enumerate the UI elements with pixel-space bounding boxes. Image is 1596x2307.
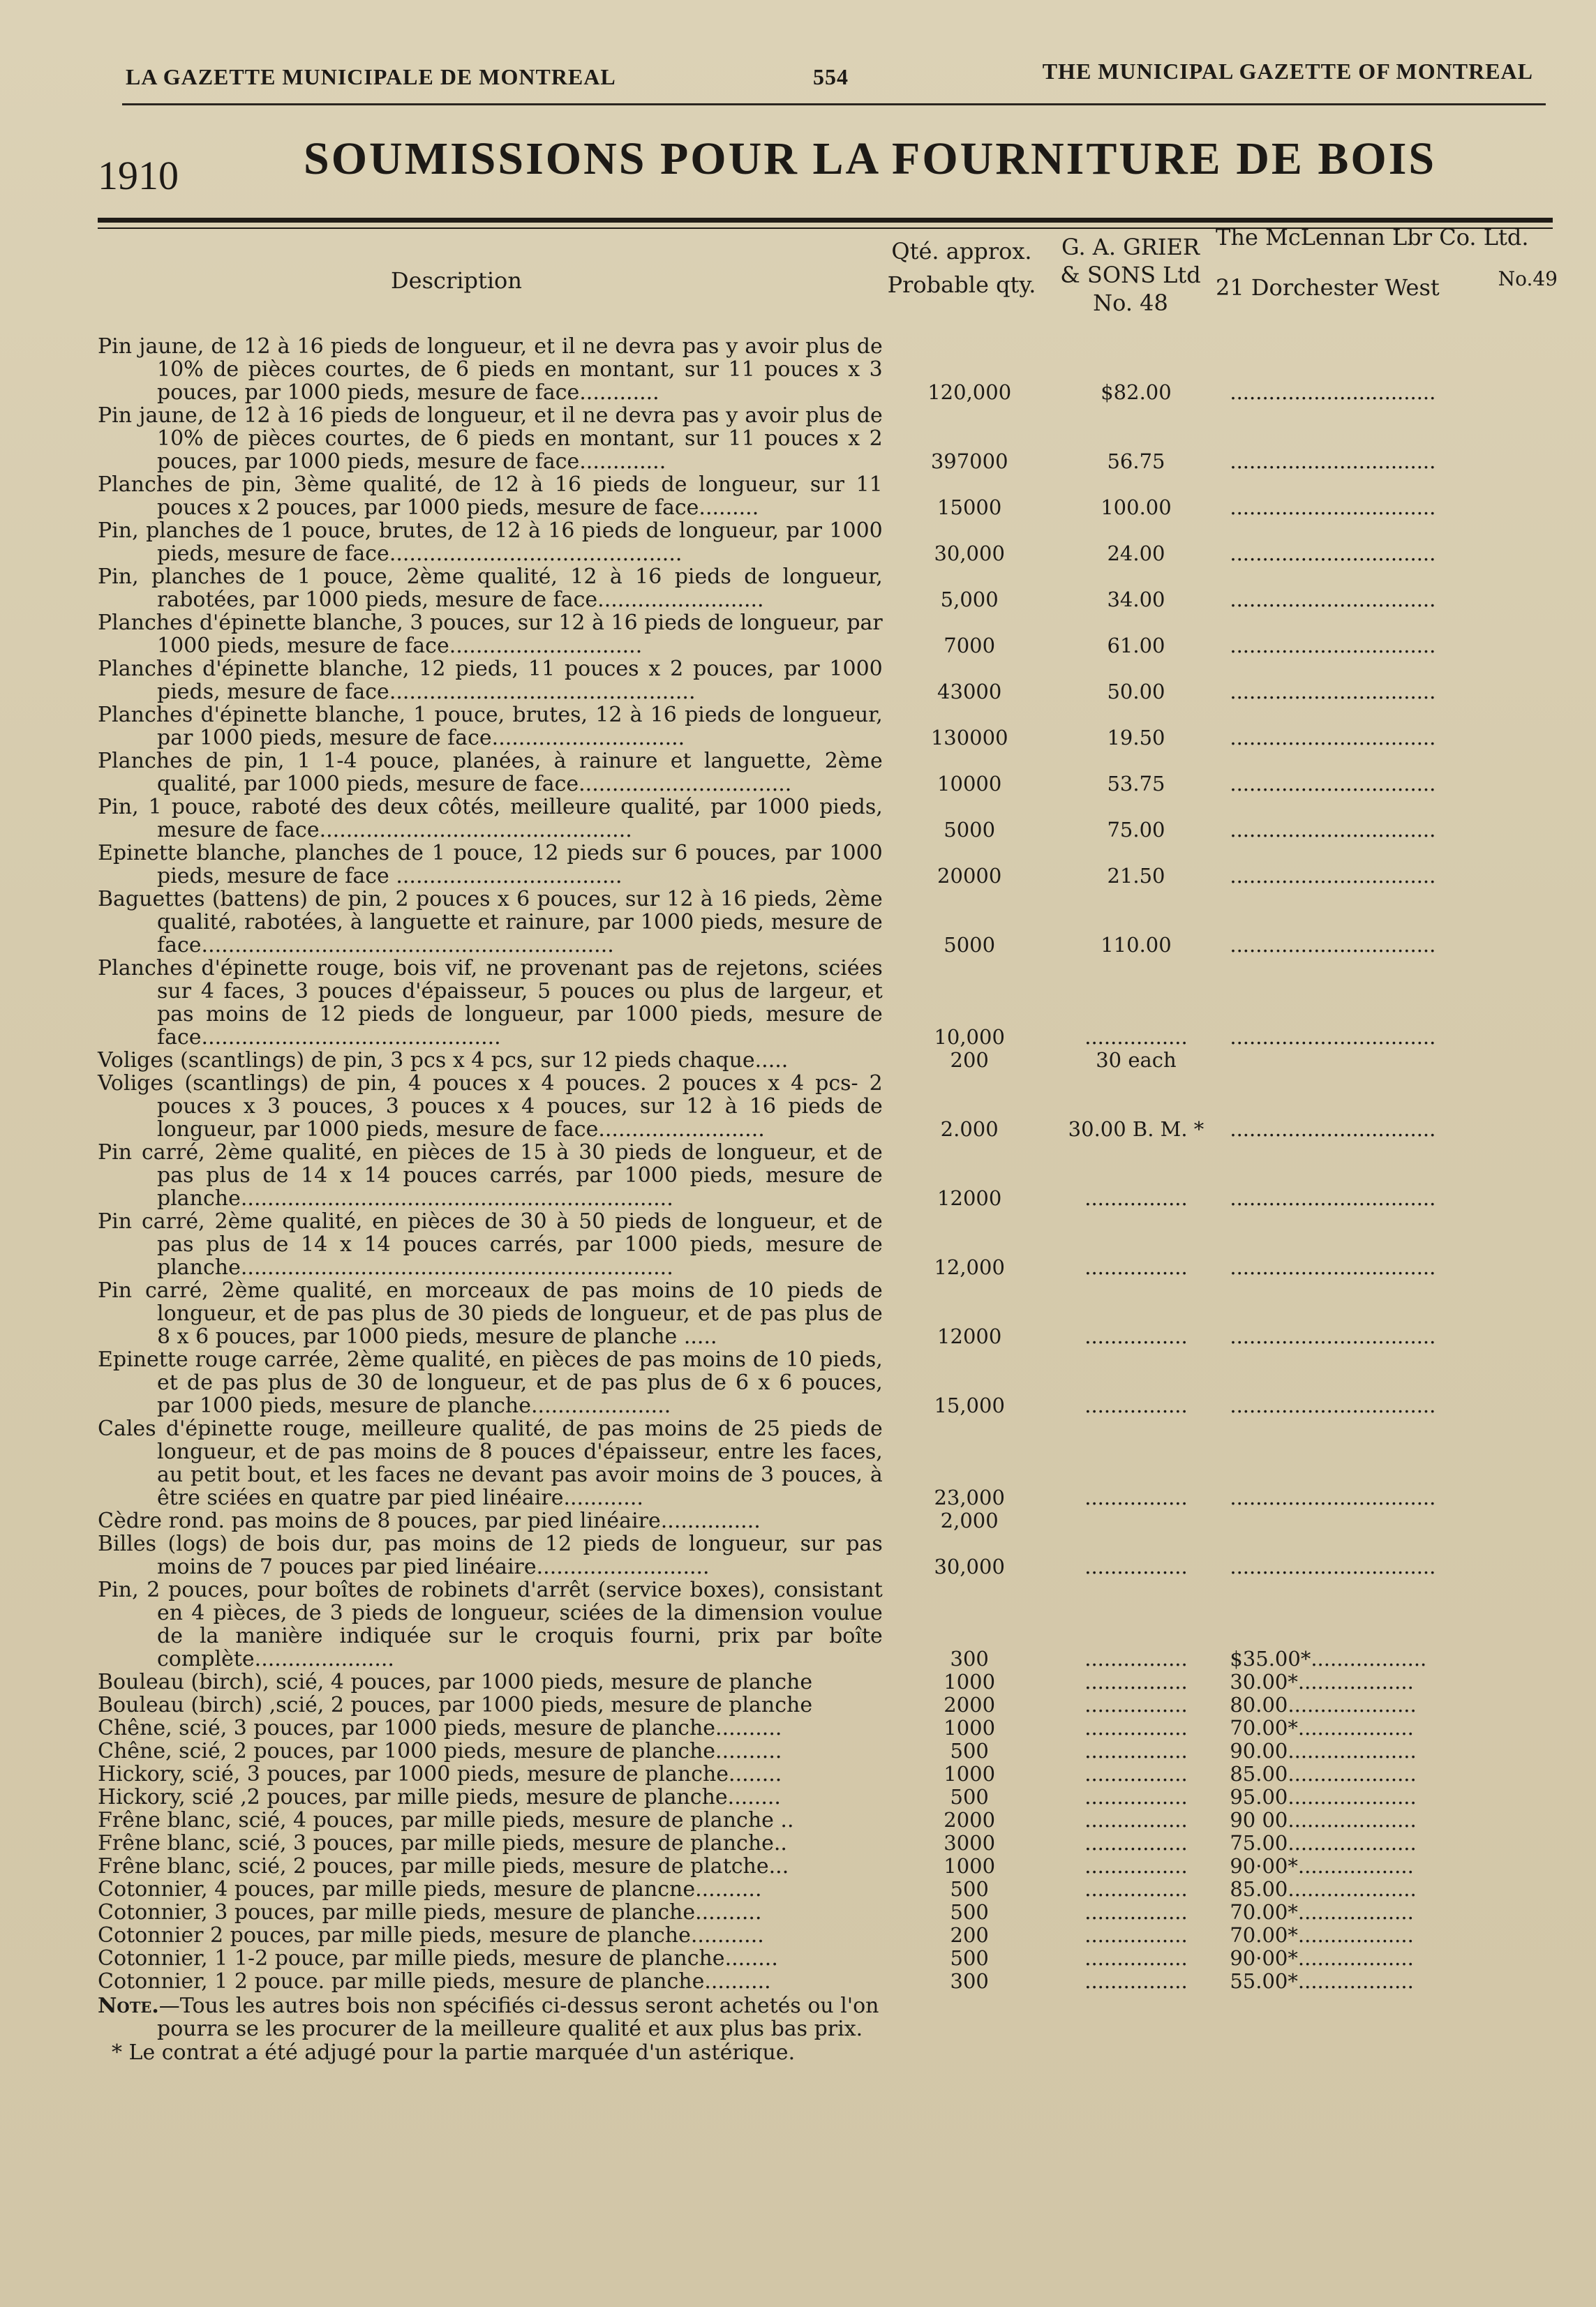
- row-mclennan-price: ................................: [1230, 772, 1436, 796]
- row-quantity: 30,000: [934, 1555, 1005, 1578]
- note-text: —Tous les autres bois non spécifiés ci-dessus seront achetés ou l'on pourra se les procurer de la meilleure qualité et aux plus bas prix.: [157, 1994, 879, 2041]
- row-quantity: 1000: [944, 1762, 996, 1786]
- row-grier-price: ................: [1084, 1808, 1188, 1832]
- table-row: [98, 611, 1556, 657]
- row-quantity: 200: [950, 1048, 989, 1072]
- row-description: Voliges (scantlings) de pin, 4 pouces x 4 pouces. 2 pouces x 4 pcs- 2 pouces x 3 pouces, 3 pouces x 4 pouces, sur 12 à 16 pieds de longueur, par 1000 pieds, mesure de face.........................: [98, 1071, 883, 1142]
- row-mclennan-price: 90·00*..................: [1230, 1854, 1414, 1878]
- row-mclennan-price: $35.00*..................: [1230, 1647, 1427, 1671]
- row-description: Planches d'épinette blanche, 3 pouces, sur 12 à 16 pieds de longueur, par 1000 pieds, mesure de face.............................: [98, 611, 883, 658]
- row-mclennan-price: 30.00*..................: [1230, 1670, 1414, 1694]
- row-mclennan-price: 85.00....................: [1230, 1877, 1417, 1901]
- table-row: [98, 1763, 1556, 1786]
- row-description: Cotonnier, 1 2 pouce. par mille pieds, mesure de planche..........: [98, 1969, 771, 1994]
- column-header-quantity: [878, 237, 1045, 299]
- row-description: Pin, planches de 1 pouce, 2ème qualité, 12 à 16 pieds de longueur, rabotées, par 1000 pieds, mesure de face.........................: [98, 565, 883, 612]
- row-description: Cotonnier, 3 pouces, par mille pieds, mesure de planche..........: [98, 1900, 762, 1925]
- row-quantity: 12,000: [934, 1255, 1005, 1279]
- table-row: [98, 1671, 1556, 1694]
- row-grier-price: 19.50: [1107, 726, 1165, 749]
- row-quantity: 1000: [944, 1716, 996, 1740]
- row-description: Pin carré, 2ème qualité, en morceaux de pas moins de 10 pieds de longueur, et de pas plus de 30 pieds de longueur, et de pas plus de 8 x 6 pouces, par 1000 pieds, mesure de planche .....: [98, 1278, 883, 1349]
- row-description: Frêne blanc, scié, 3 pouces, par mille pieds, mesure de planche..: [98, 1831, 787, 1856]
- row-grier-price: ................: [1084, 1785, 1188, 1809]
- row-mclennan-price: ................................: [1230, 726, 1436, 749]
- row-mclennan-price: 95.00....................: [1230, 1785, 1417, 1809]
- row-description: Planches d'épinette rouge, bois vif, ne provenant pas de rejetons, sciées sur 4 faces, 3 pouces d'épaisseur, 5 pouces ou plus de largeur, et pas moins de 12 pieds de longueur, par 1000 pieds, mesure de face.............................................: [98, 956, 883, 1050]
- row-grier-price: ................: [1084, 1716, 1188, 1740]
- row-quantity: 5,000: [940, 588, 999, 611]
- row-description: Bouleau (birch) ,scié, 2 pouces, par 1000 pieds, mesure de planche: [98, 1693, 813, 1717]
- row-quantity: 500: [950, 1877, 989, 1901]
- table-row: [98, 1809, 1556, 1832]
- row-quantity: 2000: [944, 1808, 996, 1832]
- row-mclennan-price: ................................: [1230, 634, 1436, 657]
- row-grier-price: 50.00: [1107, 680, 1165, 703]
- row-quantity: 130000: [930, 726, 1008, 749]
- table-row: [98, 1878, 1556, 1901]
- table-row: [98, 1901, 1556, 1924]
- row-grier-price: ................: [1084, 1854, 1188, 1878]
- table-row: [98, 749, 1556, 796]
- row-mclennan-price: ................................: [1230, 380, 1436, 404]
- row-quantity: 10,000: [934, 1025, 1005, 1049]
- header-rule: [122, 103, 1546, 105]
- table-row: [98, 1717, 1556, 1740]
- row-mclennan-price: 75.00....................: [1230, 1831, 1417, 1855]
- row-description: Hickory, scié ,2 pouces, par mille pieds, mesure de planche........: [98, 1785, 781, 1809]
- row-description: Pin, planches de 1 pouce, brutes, de 12 à 16 pieds de longueur, par 1000 pieds, mesure de face............................................: [98, 518, 883, 566]
- qty-header-line2: Probable qty.: [887, 271, 1036, 298]
- row-grier-price: ................: [1084, 1946, 1188, 1970]
- row-mclennan-price: ................................: [1230, 588, 1436, 611]
- row-quantity: 10000: [937, 772, 1002, 796]
- row-mclennan-price: ................................: [1230, 1025, 1436, 1049]
- table-row: [98, 1532, 1556, 1578]
- row-quantity: 1000: [944, 1854, 996, 1878]
- row-grier-price: ................: [1084, 1693, 1188, 1717]
- table-row: [98, 1855, 1556, 1878]
- row-description: Planches d'épinette blanche, 1 pouce, brutes, 12 à 16 pieds de longueur, par 1000 pieds, mesure de face.............................: [98, 703, 883, 750]
- table-row: [98, 1578, 1556, 1671]
- row-quantity: 300: [950, 1969, 989, 1993]
- row-quantity: 5000: [944, 818, 996, 842]
- row-grier-price: 24.00: [1107, 542, 1165, 565]
- row-quantity: 7000: [944, 634, 996, 657]
- row-quantity: 12000: [937, 1186, 1002, 1210]
- row-grier-price: 61.00: [1107, 634, 1165, 657]
- table-row: [98, 1832, 1556, 1855]
- row-quantity: 3000: [944, 1831, 996, 1855]
- mclennan-header-number: No.49: [1498, 267, 1558, 290]
- row-description: Cotonnier 2 pouces, par mille pieds, mesure de planche...........: [98, 1923, 764, 1948]
- page-title: SOUMISSIONS POUR LA FOURNITURE DE BOIS: [304, 133, 1437, 184]
- row-quantity: 23,000: [934, 1486, 1005, 1509]
- title-rule-thick: [98, 218, 1553, 223]
- row-quantity: 500: [950, 1739, 989, 1763]
- mclennan-header-name: The McLennan Lbr Co. Ltd.: [1216, 224, 1529, 251]
- table-row: [98, 888, 1556, 957]
- table-row: [98, 519, 1556, 565]
- row-description: Cèdre rond. pas moins de 8 pouces, par pied linéaire...............: [98, 1509, 761, 1533]
- row-mclennan-price: ................................: [1230, 449, 1436, 473]
- note: [98, 1994, 886, 2040]
- row-mclennan-price: 70.00*..................: [1230, 1716, 1414, 1740]
- row-quantity: 300: [950, 1647, 989, 1671]
- row-grier-price: ................: [1084, 1969, 1188, 1993]
- row-mclennan-price: 90·00*..................: [1230, 1946, 1414, 1970]
- row-description: Planches de pin, 3ème qualité, de 12 à 16 pieds de longueur, sur 11 pouces x 2 pouces, par 1000 pieds, mesure de face.........: [98, 472, 883, 520]
- row-mclennan-price: 70.00*..................: [1230, 1923, 1414, 1947]
- row-grier-price: 34.00: [1107, 588, 1165, 611]
- row-mclennan-price: ................................: [1230, 495, 1436, 519]
- row-quantity: 2000: [944, 1693, 996, 1717]
- row-mclennan-price: ................................: [1230, 1255, 1436, 1279]
- row-description: Voliges (scantlings) de pin, 3 pcs x 4 pcs, sur 12 pieds chaque.....: [98, 1048, 789, 1073]
- row-mclennan-price: 90.00....................: [1230, 1739, 1417, 1763]
- row-quantity: 500: [950, 1785, 989, 1809]
- table-row: [98, 1970, 1556, 1993]
- row-grier-price: ................: [1084, 1394, 1188, 1417]
- row-description: Pin, 1 pouce, raboté des deux côtés, meilleure qualité, par 1000 pieds, mesure de face...............................................: [98, 795, 883, 842]
- table-row: [98, 1348, 1556, 1417]
- qty-header-line1: Qté. approx.: [891, 238, 1032, 264]
- row-mclennan-price: 90 00....................: [1230, 1808, 1417, 1832]
- row-quantity: 20000: [937, 864, 1002, 888]
- table-row: [98, 657, 1556, 703]
- row-mclennan-price: ................................: [1230, 680, 1436, 703]
- row-quantity: 500: [950, 1900, 989, 1924]
- table-row: [98, 1072, 1556, 1141]
- row-quantity: 500: [950, 1946, 989, 1970]
- row-mclennan-price: 70.00*..................: [1230, 1900, 1414, 1924]
- row-quantity: 15000: [937, 495, 1002, 519]
- row-grier-price: ................: [1084, 1555, 1188, 1578]
- row-quantity: 397000: [930, 449, 1008, 473]
- row-description: Planches de pin, 1 1-4 pouce, planées, à rainure et languette, 2ème qualité, par 1000 pieds, mesure de face................................: [98, 749, 883, 796]
- row-grier-price: 75.00: [1107, 818, 1165, 842]
- row-description: Hickory, scié, 3 pouces, par 1000 pieds, mesure de planche........: [98, 1762, 782, 1786]
- row-quantity: 15,000: [934, 1394, 1005, 1417]
- row-description: Pin jaune, de 12 à 16 pieds de longueur, et il ne devra pas y avoir plus de 10% de pièces courtes, de 6 pieds en montant, sur 11 pouces x 3 pouces, par 1000 pieds, mesure de face............: [98, 334, 883, 405]
- row-description: Planches d'épinette blanche, 12 pieds, 11 pouces x 2 pouces, par 1000 pieds, mesure de face..............................................: [98, 657, 883, 704]
- grier-header-line1: G. A. GRIER: [1061, 234, 1200, 260]
- table-row: [98, 703, 1556, 749]
- table-row: [98, 1509, 1556, 1532]
- row-quantity: 2,000: [940, 1509, 999, 1532]
- table-row: [98, 565, 1556, 611]
- row-mclennan-price: ................................: [1230, 542, 1436, 565]
- table-row: [98, 1694, 1556, 1717]
- row-description: Cotonnier, 1 1-2 pouce, par mille pieds, mesure de planche........: [98, 1946, 778, 1971]
- mclennan-header-address: 21 Dorchester West: [1216, 274, 1440, 301]
- row-description: Pin carré, 2ème qualité, en pièces de 15 à 30 pieds de longueur, et de pas plus de 14 x 14 pouces carrés, par 1000 pieds, mesure de planche.................................................................: [98, 1140, 883, 1211]
- row-quantity: 2.000: [940, 1117, 999, 1141]
- table-row: [98, 842, 1556, 888]
- table-row: [98, 1786, 1556, 1809]
- row-quantity: 30,000: [934, 542, 1005, 565]
- table-row: [98, 1141, 1556, 1210]
- row-grier-price: 53.75: [1107, 772, 1165, 796]
- row-description: Billes (logs) de bois dur, pas moins de 12 pieds de longueur, sur pas moins de 7 pouces par pied linéaire..........................: [98, 1532, 883, 1579]
- row-grier-price: ................: [1084, 1186, 1188, 1210]
- grier-header-line3: No. 48: [1093, 290, 1168, 316]
- row-grier-price: ................: [1084, 1762, 1188, 1786]
- row-grier-price: 110.00: [1101, 933, 1172, 957]
- row-grier-price: 30 each: [1096, 1048, 1177, 1072]
- row-grier-price: 56.75: [1107, 449, 1165, 473]
- row-description: Cales d'épinette rouge, meilleure qualité, de pas moins de 25 pieds de longueur, et de pas moins de 8 pouces d'épaisseur, entre les faces, au petit bout, et les faces ne devant pas avoir moins de 3 pouces, à être sciées en quatre par pied linéaire............: [98, 1417, 883, 1510]
- row-grier-price: 21.50: [1107, 864, 1165, 888]
- row-description: Epinette rouge carrée, 2ème qualité, en pièces de pas moins de 10 pieds, et de pas plus de 30 de longueur, et de pas plus de 6 x 6 pouces, par 1000 pieds, mesure de planche.....................: [98, 1347, 883, 1418]
- row-mclennan-price: ................................: [1230, 1486, 1436, 1509]
- row-grier-price: ................: [1084, 1486, 1188, 1509]
- row-mclennan-price: ................................: [1230, 933, 1436, 957]
- row-grier-price: ................: [1084, 1831, 1188, 1855]
- row-grier-price: ................: [1084, 1877, 1188, 1901]
- row-mclennan-price: ................................: [1230, 1186, 1436, 1210]
- table-row: [98, 335, 1556, 404]
- tender-table: [98, 335, 1556, 2066]
- page-number: 554: [813, 64, 849, 89]
- asterisk-footnote: * Le contrat a été adjugé pour la partie marquée d'un astérique.: [112, 2040, 796, 2065]
- table-row: [98, 1417, 1556, 1509]
- note-label: Note.: [98, 1994, 159, 2018]
- row-mclennan-price: ................................: [1230, 1117, 1436, 1141]
- row-quantity: 120,000: [927, 380, 1012, 404]
- row-quantity: 200: [950, 1923, 989, 1947]
- row-description: Chêne, scié, 2 pouces, par 1000 pieds, mesure de planche..........: [98, 1739, 782, 1763]
- table-row: [98, 1740, 1556, 1763]
- column-header-mclennan: [1216, 223, 1558, 301]
- row-grier-price: ................: [1084, 1255, 1188, 1279]
- row-description: Frêne blanc, scié, 4 pouces, par mille pieds, mesure de planche ..: [98, 1808, 794, 1832]
- table-row: [98, 1049, 1556, 1072]
- row-mclennan-price: 85.00....................: [1230, 1762, 1417, 1786]
- table-row: [98, 1947, 1556, 1970]
- table-row: [98, 1279, 1556, 1348]
- row-description: Bouleau (birch), scié, 4 pouces, par 1000 pieds, mesure de planche: [98, 1670, 813, 1694]
- row-grier-price: ................: [1084, 1025, 1188, 1049]
- table-row: [98, 1924, 1556, 1947]
- row-mclennan-price: 80.00....................: [1230, 1693, 1417, 1717]
- row-grier-price: ................: [1084, 1900, 1188, 1924]
- row-mclennan-price: ................................: [1230, 864, 1436, 888]
- table-row: [98, 473, 1556, 519]
- table-row: [98, 796, 1556, 842]
- header-left-title: LA GAZETTE MUNICIPALE DE MONTREAL: [126, 64, 616, 89]
- column-header-description: Description: [391, 267, 522, 294]
- row-mclennan-price: ................................: [1230, 818, 1436, 842]
- row-grier-price: ................: [1084, 1647, 1188, 1671]
- row-mclennan-price: 55.00*..................: [1230, 1969, 1414, 1993]
- table-row: [98, 404, 1556, 473]
- row-grier-price: ................: [1084, 1670, 1188, 1694]
- table-row: [98, 957, 1556, 1049]
- row-quantity: 12000: [937, 1324, 1002, 1348]
- row-description: Chêne, scié, 3 pouces, par 1000 pieds, mesure de planche..........: [98, 1716, 782, 1740]
- header-right-title: THE MUNICIPAL GAZETTE OF MONTREAL: [1042, 59, 1533, 84]
- row-description: Baguettes (battens) de pin, 2 pouces x 6 pouces, sur 12 à 16 pieds, 2ème qualité, rabotées, à languette et rainure, par 1000 pieds, mesure de face..............................................................: [98, 887, 883, 957]
- row-grier-price: 30.00 B. M. *: [1068, 1117, 1205, 1141]
- running-header: [126, 59, 1533, 99]
- row-description: Cotonnier, 4 pouces, par mille pieds, mesure de plancne..........: [98, 1877, 762, 1902]
- row-grier-price: 100.00: [1101, 495, 1172, 519]
- row-mclennan-price: ................................: [1230, 1324, 1436, 1348]
- row-quantity: 43000: [937, 680, 1002, 703]
- row-quantity: 5000: [944, 933, 996, 957]
- row-grier-price: ................: [1084, 1739, 1188, 1763]
- row-grier-price: ................: [1084, 1324, 1188, 1348]
- table-row: [98, 1210, 1556, 1279]
- row-description: Frêne blanc, scié, 2 pouces, par mille pieds, mesure de platche...: [98, 1854, 789, 1879]
- row-mclennan-price: ................................: [1230, 1555, 1436, 1578]
- year: 1910: [98, 153, 179, 198]
- row-grier-price: ................: [1084, 1923, 1188, 1947]
- column-header-grier: [1047, 233, 1214, 317]
- row-description: Epinette blanche, planches de 1 pouce, 12 pieds sur 6 pouces, par 1000 pieds, mesure de face ..................................: [98, 841, 883, 888]
- row-description: Pin carré, 2ème qualité, en pièces de 30 à 50 pieds de longueur, et de pas plus de 14 x 14 pouces carrés, par 1000 pieds, mesure de planche.................................................................: [98, 1209, 883, 1280]
- row-mclennan-price: ................................: [1230, 1394, 1436, 1417]
- row-description: Pin, 2 pouces, pour boîtes de robinets d'arrêt (service boxes), consistant en 4 pièces, de 3 pieds de longueur, sciées de la dimension voulue de la manière indiquée sur le croquis fourni, prix par boîte complète.....................: [98, 1578, 883, 1671]
- row-grier-price: $82.00: [1101, 380, 1172, 404]
- row-quantity: 1000: [944, 1670, 996, 1694]
- grier-header-line2: & SONS Ltd: [1060, 262, 1201, 288]
- row-description: Pin jaune, de 12 à 16 pieds de longueur, et il ne devra pas y avoir plus de 10% de pièces courtes, de 6 pieds en montant, sur 11 pouces x 2 pouces, par 1000 pieds, mesure de face.............: [98, 403, 883, 474]
